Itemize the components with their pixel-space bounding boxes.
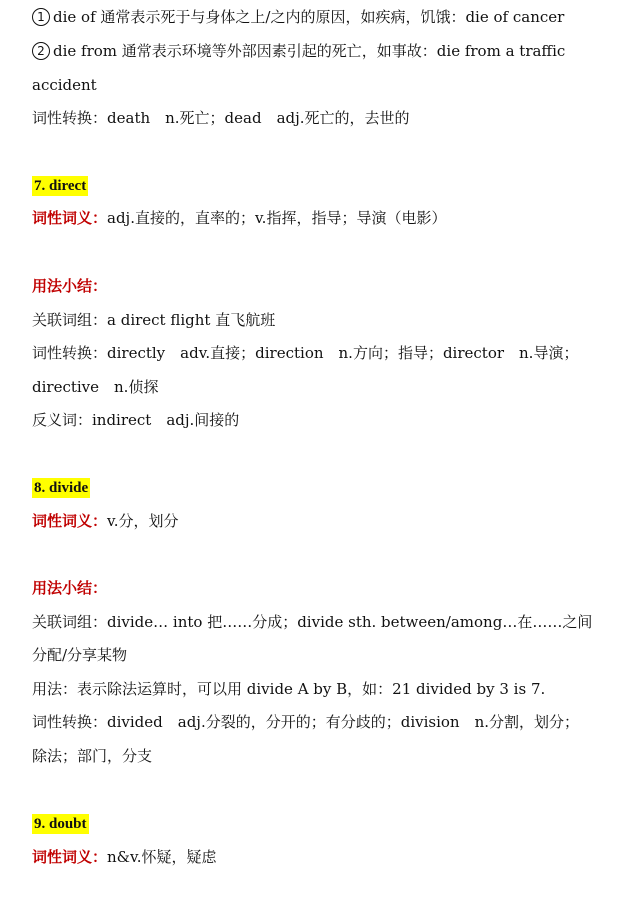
direct-conversion-continuation: directive n.侦探 <box>32 378 159 396</box>
doubt-meaning-line <box>32 847 620 867</box>
conversion-text: death n.死亡；dead adj.死亡的，去世的 <box>107 109 410 127</box>
circled-number-2: 2 <box>32 42 50 60</box>
meaning-text: v.分，划分 <box>107 512 179 530</box>
direct-phrase-line: 关联词组：a direct flight 直飞航班 <box>32 311 276 329</box>
meaning-label: 词性词义： <box>32 848 108 866</box>
meaning-text: n&v.怀疑，疑虑 <box>107 848 217 866</box>
meaning-label: 词性词义： <box>32 512 108 530</box>
meaning-label: 词性词义： <box>32 209 108 227</box>
die-conversion-line <box>32 108 620 128</box>
conversion-label: 词性转换： <box>32 109 108 127</box>
direct-meaning-line <box>32 208 620 228</box>
die-from-line <box>32 41 620 61</box>
circled-number-1: 1 <box>32 8 50 26</box>
divide-conversion-continuation: 除法；部门，分支 <box>32 747 153 765</box>
usage-label: 用法小结： <box>32 579 108 597</box>
entry-heading: 7. direct <box>34 178 87 194</box>
die-from-text: die from 通常表示环境等外部因素引起的死亡，如事故：die from a traffic <box>53 42 566 60</box>
entry-heading-divide <box>32 477 620 498</box>
divide-usage-label <box>32 578 620 598</box>
divide-conversion-line: 词性转换：divided adj.分裂的，分开的；有分歧的；division n.分割，划分； <box>32 713 580 731</box>
die-of-line <box>32 7 620 27</box>
direct-usage-label <box>32 276 620 296</box>
die-of-text: die of 通常表示死于与身体之上/之内的原因，如疾病，饥饿：die of cancer <box>53 8 565 26</box>
entry-heading-direct <box>32 175 620 196</box>
meaning-text: adj.直接的，直率的；v.指挥，指导；导演（电影） <box>107 209 447 227</box>
direct-conversion-line: 词性转换：directly adv.直接；direction n.方向；指导；director n.导演； <box>32 344 579 362</box>
entry-heading: 9. doubt <box>34 816 87 832</box>
direct-antonym-line: 反义词：indirect adj.间接的 <box>32 411 240 429</box>
divide-usage-line: 用法：表示除法运算时，可以用 divide A by B，如：21 divided by 3 is 7. <box>32 680 546 698</box>
divide-phrase-continuation: 分配/分享某物 <box>32 646 128 664</box>
entry-heading: 8. divide <box>34 480 89 496</box>
divide-phrase-line: 关联词组：divide… into 把……分成；divide sth. between/among…在……之间 <box>32 613 593 631</box>
die-from-continuation: accident <box>32 76 97 94</box>
entry-heading-doubt <box>32 813 620 834</box>
divide-meaning-line <box>32 511 620 531</box>
usage-label: 用法小结： <box>32 277 108 295</box>
